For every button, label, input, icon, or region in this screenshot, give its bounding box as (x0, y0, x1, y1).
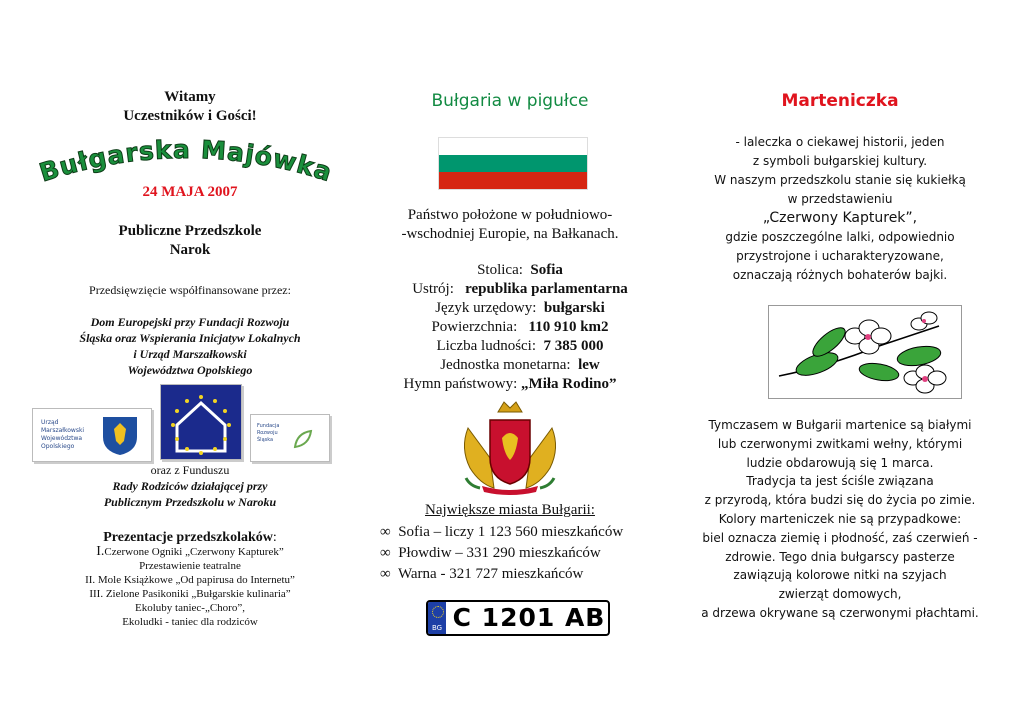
body-line: ludzie obdarowują się 1 marca. (746, 455, 934, 470)
sponsors-list (40, 314, 340, 378)
sponsor-line: i Urząd Marszałkowski (133, 347, 247, 361)
city-text: Płowdiw – 331 290 mieszkańców (398, 545, 601, 561)
description-line: -wschodniej Europie, na Bałkanach. (401, 226, 619, 242)
bulgarian-coat-of-arms-icon (450, 398, 570, 498)
sponsor-line: Śląska oraz Wspierania Inicjatyw Lokalnych (79, 331, 301, 345)
license-plate (426, 600, 610, 636)
bulgaria-title: Bułgaria w pigułce (431, 91, 589, 111)
presentation-text: Przestawienie teatralne (139, 560, 241, 572)
intro-line: oznaczają różnych bohaterów bajki. (732, 268, 948, 282)
cities-heading: Największe miasta Bułgarii: (425, 502, 595, 518)
presentation-text: Czerwone Ogniki „Czerwony Kapturek” (104, 546, 284, 558)
plate-number: C 1201 AB (452, 603, 606, 632)
presentation-num: I. (96, 544, 105, 559)
presentation-item (50, 587, 330, 601)
intro-line: przystrojone i ucharakteryzowane, (736, 249, 944, 263)
fact-label: Język urzędowy: (435, 300, 544, 316)
logo-text: Opolskiego (41, 443, 75, 450)
marteniczka-title: Marteniczka (781, 91, 899, 111)
svg-text:Bułgarska Majówka (36, 135, 336, 187)
body-line: biel oznacza ziemię i płodność, zaś czerwień - (702, 530, 978, 545)
presentation-item (50, 573, 330, 587)
fund-line: oraz z Funduszu (150, 463, 230, 477)
city-item (380, 543, 660, 564)
fact-value: Sofia (530, 262, 563, 278)
welcome-line: Uczestników i Gości! (123, 108, 257, 124)
marteniczka-body (680, 416, 1000, 623)
presentations-heading-colon: : (272, 530, 277, 545)
bullet: ∞ (380, 524, 391, 540)
fact-row (380, 356, 660, 375)
sponsor-line: Województwa Opolskiego (127, 363, 253, 377)
presentations-heading-text: Prezentacje przedszkolaków (103, 530, 273, 545)
fact-value: republika parlamentarna (465, 281, 628, 297)
body-line: zwierząt domowych, (778, 587, 902, 602)
presentation-num: II. (85, 574, 96, 586)
event-date: 24 MAJA 2007 (142, 184, 238, 200)
fact-label: Hymn państwowy: (403, 376, 522, 392)
fact-row (380, 280, 660, 299)
fact-value: lew (578, 357, 600, 373)
intro-line: gdzie poszczególne lalki, odpowiednio (725, 230, 955, 244)
presentation-text: Ekoludki - taniec dla rodziców (122, 616, 258, 628)
flag-stripe-red (439, 172, 587, 189)
presentation-item (50, 615, 330, 629)
fact-label: Powierzchnia: (431, 319, 529, 335)
house-stars-icon (161, 385, 241, 459)
city-text: Warna - 321 727 mieszkańców (397, 566, 584, 582)
fact-label: Liczba ludności: (436, 338, 544, 354)
fact-row (360, 375, 660, 394)
wordart-title-text: Bułgarska Majówka (36, 134, 336, 188)
presentations-heading (50, 531, 330, 545)
intro-line: W naszym przedszkolu stanie się kukiełką (714, 173, 966, 187)
intro-line: w przedstawieniu (787, 192, 893, 206)
fact-value: bułgarski (543, 300, 605, 316)
logo-foundation (250, 414, 330, 462)
fact-row (380, 261, 660, 280)
city-text: Sofia – liczy 1 123 560 mieszkańców (398, 524, 624, 540)
logo-text: Rozwoju (257, 430, 278, 436)
welcome-line: Witamy (164, 89, 216, 105)
eu-band (428, 602, 446, 634)
intro-line: - laleczka o ciekawej historii, jeden (735, 135, 945, 149)
fact-row (380, 299, 660, 318)
fund-line: Rady Rodziców działającej przy (112, 479, 268, 493)
body-line: zawiązują kolorowe nitki na szyjach (733, 568, 947, 583)
country-facts (380, 261, 660, 394)
play-title: „Czerwony Kapturek”, (762, 210, 918, 226)
city-item (380, 564, 660, 585)
coat-of-arms-icon (99, 413, 141, 457)
presentation-text: Mole Książkowe „Od papirusa do Internetu” (95, 574, 295, 586)
presentations (50, 531, 330, 629)
bullet: ∞ (380, 566, 391, 582)
body-line: a drzewa okrywane są czerwonymi płachtami. (701, 605, 979, 620)
logo-text: Urząd (41, 419, 59, 426)
school-line: Narok (169, 242, 211, 258)
body-line: Kolory marteniczek nie są przypadkowe: (718, 511, 962, 526)
eu-stars-icon (432, 606, 444, 618)
presentation-text: Ekoluby taniec-„Choro”, (135, 602, 245, 614)
city-item (380, 522, 660, 543)
fact-row (380, 337, 660, 356)
sponsor-line: Dom Europejski przy Fundacji Rozwoju (90, 315, 290, 329)
body-line: Tymczasem w Bułgarii martenice są białymi (708, 418, 972, 432)
description-line: Państwo położone w południowo- (407, 207, 613, 223)
flower-illustration (768, 305, 962, 399)
logo-text: Śląska (257, 437, 274, 443)
plate-country-code: BG (431, 624, 443, 632)
logo-text: Województwa (41, 435, 83, 442)
presentation-item (50, 545, 330, 559)
presentation-num: III. (89, 588, 104, 600)
logo-marshal-office (32, 408, 152, 462)
cities-list (380, 522, 660, 585)
fact-value: „Miła Rodino” (521, 376, 617, 392)
school-name (60, 222, 320, 260)
presentation-item (50, 559, 330, 573)
country-description (370, 206, 650, 244)
marteniczka-intro (680, 133, 1000, 285)
fact-value: 7 385 000 (543, 338, 604, 354)
cofund-label: Przedsięwzięcie współfinansowane przez: (89, 283, 291, 297)
leaf-icon (291, 427, 315, 451)
body-line: zdrowie. Tego dnia bułgarscy pasterze (725, 549, 955, 564)
fact-value: 110 910 km2 (528, 319, 609, 335)
intro-line: z symboli bułgarskiej kultury. (752, 154, 928, 168)
flag-stripe-green (439, 155, 587, 172)
presentation-item (50, 601, 330, 615)
flag-stripe-white (439, 138, 587, 155)
fund-info (60, 462, 320, 510)
fact-label: Jednostka monetarna: (440, 357, 579, 373)
fact-label: Stolica: (477, 262, 531, 278)
dogwood-flower-icon (769, 306, 961, 398)
body-line: z przyrodą, która budzi się do życia po zimie. (704, 493, 976, 508)
welcome-text (60, 88, 320, 126)
presentation-text: Zielone Pasikoniki „Bułgarskie kulinaria” (103, 588, 291, 600)
school-line: Publiczne Przedszkole (118, 223, 262, 239)
logo-text: Marszałkowski (41, 427, 85, 434)
bulgarian-flag (438, 137, 588, 190)
fact-label: Ustrój: (412, 281, 466, 297)
body-line: lub czerwonymi zwitkami wełny, którymi (717, 436, 963, 451)
wordart-title (36, 132, 336, 192)
fund-line: Publicznym Przedszkolu w Naroku (103, 495, 277, 509)
logo-text: Fundacja (257, 423, 280, 429)
fact-row (380, 318, 660, 337)
logo-european-house (160, 384, 242, 460)
bullet: ∞ (380, 545, 391, 561)
body-line: Tradycja ta jest ściśle związana (746, 474, 934, 489)
